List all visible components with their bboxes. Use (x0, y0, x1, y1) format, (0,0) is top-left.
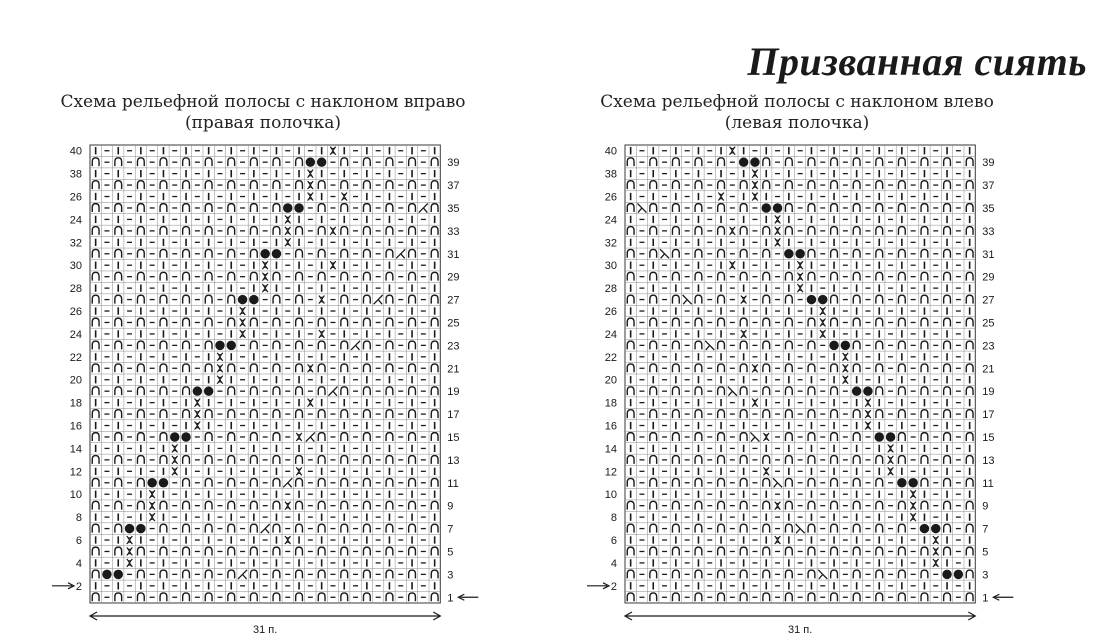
row-label-left: 10 (69, 489, 82, 502)
row-label-left: 40 (604, 145, 617, 158)
width-dimension-arrow (625, 612, 975, 620)
row-label-left: 4 (75, 557, 82, 570)
row-label-right: 33 (982, 225, 995, 238)
row-label-left: 24 (69, 214, 82, 227)
width-dimension-arrow (90, 612, 440, 620)
row-start-arrow-icon (458, 594, 478, 600)
bobble-dot-icon (784, 249, 793, 258)
bobble-dot-icon (136, 524, 145, 533)
bobble-dot-icon (114, 570, 123, 579)
row-label-left: 4 (610, 557, 617, 570)
row-label-right: 25 (447, 317, 460, 330)
bobble-dot-icon (260, 249, 269, 258)
row-label-right: 9 (447, 500, 454, 513)
bobble-dot-icon (227, 341, 236, 350)
row-label-right: 11 (447, 477, 459, 490)
row-label-left: 12 (69, 466, 82, 479)
row-label-left: 2 (610, 580, 617, 593)
row-label-left: 26 (69, 191, 82, 204)
row-label-left: 18 (604, 397, 617, 410)
bobble-dot-icon (317, 157, 326, 166)
bobble-dot-icon (215, 341, 224, 350)
bobble-dot-icon (841, 341, 850, 350)
bobble-dot-icon (125, 524, 134, 533)
row-start-arrow-icon (993, 594, 1013, 600)
row-label-left: 24 (69, 328, 82, 341)
bobble-dot-icon (875, 432, 884, 441)
row-label-right: 1 (982, 592, 989, 605)
row-label-left: 2 (75, 580, 82, 593)
row-label-left: 26 (604, 191, 617, 204)
row-label-right: 13 (447, 454, 460, 467)
bobble-dot-icon (181, 432, 190, 441)
bobble-dot-icon (818, 295, 827, 304)
row-label-right: 35 (447, 202, 460, 215)
row-label-left: 16 (604, 420, 617, 433)
bobble-dot-icon (954, 570, 963, 579)
bobble-dot-icon (897, 478, 906, 487)
row-label-left: 22 (69, 351, 82, 364)
row-label-right: 25 (982, 317, 995, 330)
row-label-right: 37 (447, 180, 460, 193)
row-label-right: 27 (447, 294, 460, 307)
bobble-dot-icon (739, 157, 748, 166)
row-label-left: 6 (75, 535, 82, 548)
row-label-right: 5 (982, 546, 989, 559)
bobble-dot-icon (193, 386, 202, 395)
chart-left-slant (587, 145, 1013, 635)
row-label-right: 39 (982, 157, 995, 170)
page-title: Призванная сиять (747, 39, 1087, 84)
row-start-arrow-icon (587, 583, 609, 589)
row-label-right: 27 (982, 294, 995, 307)
row-label-right: 35 (982, 202, 995, 215)
row-label-left: 24 (604, 328, 617, 341)
row-label-left: 6 (610, 535, 617, 548)
row-label-right: 1 (447, 592, 454, 605)
row-label-right: 33 (447, 225, 460, 238)
bobble-dot-icon (773, 203, 782, 212)
bobble-dot-icon (920, 524, 929, 533)
bobble-dot-icon (863, 386, 872, 395)
row-label-right: 15 (447, 431, 460, 444)
row-label-left: 14 (69, 443, 82, 456)
row-label-left: 38 (604, 168, 617, 181)
width-label: 31 п. (252, 624, 278, 635)
row-label-right: 19 (982, 386, 995, 399)
row-label-right: 3 (447, 569, 454, 582)
row-label-right: 7 (447, 523, 454, 536)
row-label-right: 39 (447, 157, 460, 170)
row-label-right: 17 (447, 409, 460, 422)
row-label-left: 20 (604, 374, 617, 387)
row-label-left: 20 (69, 374, 82, 387)
row-label-left: 40 (69, 145, 82, 158)
bobble-dot-icon (852, 386, 861, 395)
row-label-right: 29 (982, 271, 995, 284)
chart-heading: Схема рельефной полосы с наклоном влево (600, 92, 994, 112)
row-label-left: 22 (604, 351, 617, 364)
row-label-right: 31 (447, 248, 460, 261)
row-label-left: 38 (69, 168, 82, 181)
row-label-right: 21 (982, 363, 995, 376)
bobble-dot-icon (807, 295, 816, 304)
row-label-left: 32 (604, 237, 617, 250)
row-label-right: 3 (982, 569, 989, 582)
bobble-dot-icon (750, 157, 759, 166)
bobble-dot-icon (886, 432, 895, 441)
row-label-right: 11 (982, 477, 994, 490)
chart-subheading: (левая полочка) (724, 113, 870, 133)
row-label-right: 17 (982, 409, 995, 422)
bobble-dot-icon (249, 295, 258, 304)
row-label-left: 30 (604, 260, 617, 273)
row-label-right: 31 (982, 248, 995, 261)
bobble-dot-icon (159, 478, 168, 487)
row-label-left: 8 (75, 512, 82, 525)
bobble-dot-icon (294, 203, 303, 212)
row-label-right: 23 (982, 340, 995, 353)
chart-heading: Схема рельефной полосы с наклоном вправо (60, 92, 466, 112)
row-label-right: 37 (982, 180, 995, 193)
bobble-dot-icon (147, 478, 156, 487)
bobble-dot-icon (102, 570, 111, 579)
row-label-left: 8 (610, 512, 617, 525)
row-label-right: 19 (447, 386, 460, 399)
row-label-left: 30 (69, 260, 82, 273)
bobble-dot-icon (908, 478, 917, 487)
row-label-right: 7 (982, 523, 989, 536)
row-label-left: 32 (69, 237, 82, 250)
bobble-dot-icon (762, 203, 771, 212)
row-label-right: 15 (982, 431, 995, 444)
chart-subheading: (правая полочка) (184, 113, 342, 133)
row-label-right: 9 (982, 500, 989, 513)
row-label-right: 5 (447, 546, 454, 559)
bobble-dot-icon (829, 341, 838, 350)
row-label-right: 23 (447, 340, 460, 353)
row-label-left: 28 (69, 283, 82, 296)
row-label-left: 16 (69, 420, 82, 433)
row-label-left: 18 (69, 397, 82, 410)
row-label-right: 13 (982, 454, 995, 467)
width-label: 31 п. (787, 624, 813, 635)
row-label-left: 10 (604, 489, 617, 502)
bobble-dot-icon (306, 157, 315, 166)
bobble-dot-icon (283, 203, 292, 212)
bobble-dot-icon (170, 432, 179, 441)
row-start-arrow-icon (52, 583, 74, 589)
row-label-right: 29 (447, 271, 460, 284)
bobble-dot-icon (942, 570, 951, 579)
row-label-right: 21 (447, 363, 460, 376)
row-label-left: 26 (604, 306, 617, 319)
row-label-left: 12 (604, 466, 617, 479)
bobble-dot-icon (795, 249, 804, 258)
bobble-dot-icon (204, 386, 213, 395)
row-label-left: 28 (604, 283, 617, 296)
row-label-left: 26 (69, 306, 82, 319)
bobble-dot-icon (238, 295, 247, 304)
bobble-dot-icon (931, 524, 940, 533)
bobble-dot-icon (272, 249, 281, 258)
row-label-left: 14 (604, 443, 617, 456)
chart-right-slant (52, 145, 478, 635)
row-label-left: 24 (604, 214, 617, 227)
